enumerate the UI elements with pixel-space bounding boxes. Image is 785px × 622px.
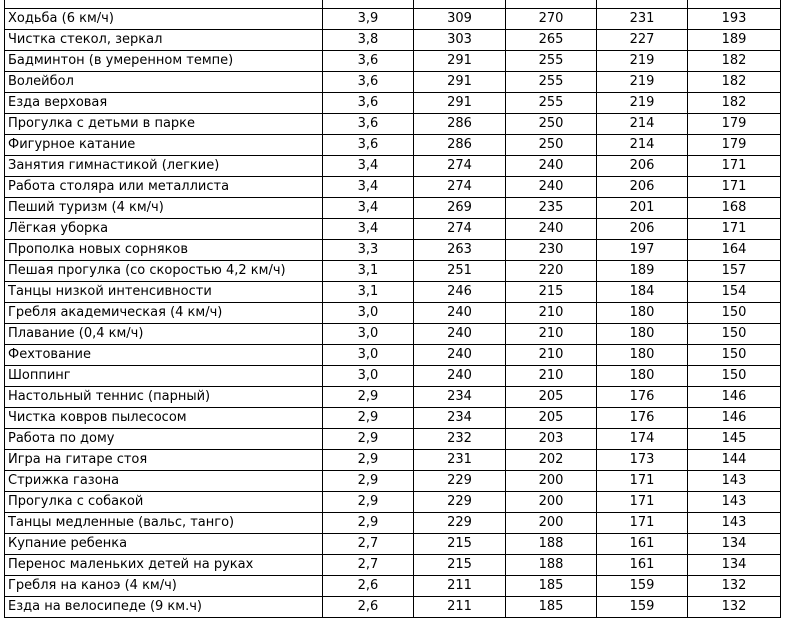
table-cell-value: 2,9: [323, 492, 414, 513]
table-cell-value: 211: [414, 597, 506, 618]
table-cell-value: 240: [414, 345, 506, 366]
table-cell-value: [597, 0, 688, 9]
table-cell-value: 270: [506, 9, 597, 30]
table-cell-value: 265: [506, 30, 597, 51]
table-cell-value: 184: [597, 282, 688, 303]
table-cell-value: 174: [597, 429, 688, 450]
table-cell-value: 205: [506, 387, 597, 408]
table-cell-value: 3,8: [323, 30, 414, 51]
table-cell-value: 3,6: [323, 135, 414, 156]
table-cell-value: 2,6: [323, 597, 414, 618]
table-cell-value: 2,9: [323, 429, 414, 450]
table-cell-value: 185: [506, 597, 597, 618]
table-row: [5, 387, 781, 408]
table-cell-value: 171: [688, 177, 781, 198]
table-row: [5, 261, 781, 282]
table-cell-value: 145: [688, 429, 781, 450]
table-cell-value: 274: [414, 177, 506, 198]
table-cell-value: 2,7: [323, 555, 414, 576]
table-row: [5, 9, 781, 30]
table-cell-value: 179: [688, 135, 781, 156]
table-cell-activity: Перенос маленьких детей на руках: [5, 555, 323, 576]
table-cell-value: 179: [688, 114, 781, 135]
table-cell-value: 229: [414, 513, 506, 534]
table-row: [5, 366, 781, 387]
table-cell-value: 143: [688, 513, 781, 534]
table-cell-activity: Прополка новых сорняков: [5, 240, 323, 261]
table-cell-value: 274: [414, 219, 506, 240]
table-cell-value: 176: [597, 408, 688, 429]
table-cell-value: 200: [506, 471, 597, 492]
table-cell-value: 255: [506, 72, 597, 93]
table-cell-activity: Плавание (0,4 км/ч): [5, 324, 323, 345]
calorie-table-body: [5, 0, 781, 618]
table-cell-value: 150: [688, 366, 781, 387]
table-cell-value: 251: [414, 261, 506, 282]
table-cell-value: 240: [414, 366, 506, 387]
table-cell-value: 3,4: [323, 156, 414, 177]
table-cell-value: 240: [414, 324, 506, 345]
table-cell-value: 193: [688, 9, 781, 30]
table-cell-value: 219: [597, 51, 688, 72]
table-cell-value: 227: [597, 30, 688, 51]
table-cell-activity: Чистка ковров пылесосом: [5, 408, 323, 429]
table-cell-value: 232: [414, 429, 506, 450]
table-cell-activity: Ходьба (6 км/ч): [5, 9, 323, 30]
table-cell-value: 2,9: [323, 450, 414, 471]
table-cell-activity: Езда на велосипеде (9 км.ч): [5, 597, 323, 618]
table-cell-value: 203: [506, 429, 597, 450]
calorie-table: [4, 0, 781, 618]
table-cell-value: 255: [506, 93, 597, 114]
table-cell-value: 185: [506, 576, 597, 597]
table-cell-value: 309: [414, 9, 506, 30]
table-row: [5, 219, 781, 240]
table-cell-value: 210: [506, 345, 597, 366]
table-row: [5, 513, 781, 534]
table-cell-value: 3,6: [323, 72, 414, 93]
table-cell-value: 171: [597, 492, 688, 513]
table-cell-value: 134: [688, 555, 781, 576]
table-cell-value: 132: [688, 597, 781, 618]
table-cell-activity: Фехтование: [5, 345, 323, 366]
table-row: [5, 51, 781, 72]
table-row: [5, 30, 781, 51]
table-cell-value: 231: [597, 9, 688, 30]
table-cell-value: 176: [597, 387, 688, 408]
table-cell-value: 180: [597, 303, 688, 324]
table-cell-value: 171: [597, 513, 688, 534]
table-row: [5, 555, 781, 576]
table-cell-value: 240: [414, 303, 506, 324]
table-row: [5, 93, 781, 114]
table-cell-activity: Шоппинг: [5, 366, 323, 387]
table-cell-value: 159: [597, 597, 688, 618]
table-cell-value: 189: [688, 30, 781, 51]
table-cell-value: 146: [688, 408, 781, 429]
table-row: [5, 303, 781, 324]
table-row: [5, 282, 781, 303]
table-cell-value: 229: [414, 471, 506, 492]
table-cell-value: 3,0: [323, 345, 414, 366]
table-row: [5, 177, 781, 198]
table-cell-value: 2,9: [323, 387, 414, 408]
table-cell-value: 206: [597, 219, 688, 240]
table-cell-value: 132: [688, 576, 781, 597]
table-cell-activity: Работа по дому: [5, 429, 323, 450]
table-row: [5, 156, 781, 177]
table-cell-value: 3,1: [323, 282, 414, 303]
table-cell-value: 240: [506, 156, 597, 177]
table-cell-value: 3,1: [323, 261, 414, 282]
table-cell-value: 157: [688, 261, 781, 282]
table-cell-value: 3,4: [323, 177, 414, 198]
table-cell-activity: Купание ребенка: [5, 534, 323, 555]
table-cell-value: 197: [597, 240, 688, 261]
table-cell-value: 150: [688, 324, 781, 345]
table-cell-value: [414, 0, 506, 9]
table-row: [5, 429, 781, 450]
table-cell-activity: Лёгкая уборка: [5, 219, 323, 240]
table-cell-value: 3,4: [323, 198, 414, 219]
table-row: [5, 576, 781, 597]
table-row: [5, 114, 781, 135]
table-row: [5, 597, 781, 618]
table-cell-value: 201: [597, 198, 688, 219]
table-cell-value: [506, 0, 597, 9]
table-cell-value: 2,9: [323, 513, 414, 534]
table-cell-value: 230: [506, 240, 597, 261]
table-cell-value: 134: [688, 534, 781, 555]
table-cell-value: 215: [506, 282, 597, 303]
table-cell-value: 206: [597, 156, 688, 177]
table-cell-value: 269: [414, 198, 506, 219]
table-cell-value: 154: [688, 282, 781, 303]
table-cell-value: 159: [597, 576, 688, 597]
table-cell-value: 291: [414, 72, 506, 93]
table-cell-value: 240: [506, 219, 597, 240]
table-cell-value: 188: [506, 555, 597, 576]
table-cell-activity: Пеший туризм (4 км/ч): [5, 198, 323, 219]
table-cell-value: 200: [506, 492, 597, 513]
table-cell-value: 168: [688, 198, 781, 219]
table-cell-activity: Гребля академическая (4 км/ч): [5, 303, 323, 324]
table-cell-value: 2,7: [323, 534, 414, 555]
table-cell-activity: [5, 0, 323, 9]
table-cell-value: 274: [414, 156, 506, 177]
table-row: [5, 534, 781, 555]
table-cell-value: 3,3: [323, 240, 414, 261]
table-cell-value: 150: [688, 345, 781, 366]
table-cell-value: 2,6: [323, 576, 414, 597]
calorie-table-container: [4, 0, 780, 618]
table-cell-activity: Занятия гимнастикой (легкие): [5, 156, 323, 177]
table-cell-value: 234: [414, 408, 506, 429]
table-cell-activity: Пешая прогулка (со скоростью 4,2 км/ч): [5, 261, 323, 282]
table-cell-value: 189: [597, 261, 688, 282]
table-cell-value: 214: [597, 135, 688, 156]
table-cell-value: 202: [506, 450, 597, 471]
table-cell-activity: Танцы медленные (вальс, танго): [5, 513, 323, 534]
table-cell-value: 255: [506, 51, 597, 72]
table-cell-value: [688, 0, 781, 9]
table-row-partial: [5, 0, 781, 9]
table-cell-value: 210: [506, 366, 597, 387]
table-cell-value: 3,4: [323, 219, 414, 240]
table-cell-value: 144: [688, 450, 781, 471]
table-row: [5, 324, 781, 345]
table-cell-value: 173: [597, 450, 688, 471]
table-cell-activity: Фигурное катание: [5, 135, 323, 156]
table-cell-value: 303: [414, 30, 506, 51]
table-cell-value: 231: [414, 450, 506, 471]
table-cell-activity: Настольный теннис (парный): [5, 387, 323, 408]
table-cell-value: 250: [506, 135, 597, 156]
table-cell-value: 161: [597, 555, 688, 576]
table-cell-value: 161: [597, 534, 688, 555]
table-cell-value: 263: [414, 240, 506, 261]
table-row: [5, 450, 781, 471]
table-cell-value: [323, 0, 414, 9]
table-cell-activity: Танцы низкой интенсивности: [5, 282, 323, 303]
table-cell-value: 219: [597, 93, 688, 114]
table-cell-value: 291: [414, 51, 506, 72]
table-row: [5, 408, 781, 429]
table-cell-value: 3,6: [323, 114, 414, 135]
table-row: [5, 240, 781, 261]
table-cell-value: 206: [597, 177, 688, 198]
table-cell-value: 182: [688, 72, 781, 93]
table-cell-activity: Стрижка газона: [5, 471, 323, 492]
table-cell-value: 215: [414, 555, 506, 576]
table-cell-activity: Игра на гитаре стоя: [5, 450, 323, 471]
table-cell-value: 235: [506, 198, 597, 219]
table-cell-value: 229: [414, 492, 506, 513]
table-cell-value: 3,6: [323, 93, 414, 114]
table-cell-value: 143: [688, 471, 781, 492]
table-row: [5, 72, 781, 93]
table-cell-value: 188: [506, 534, 597, 555]
table-cell-value: 200: [506, 513, 597, 534]
table-cell-activity: Волейбол: [5, 72, 323, 93]
table-cell-value: 210: [506, 303, 597, 324]
table-cell-value: 2,9: [323, 408, 414, 429]
table-cell-value: 286: [414, 114, 506, 135]
table-cell-value: 180: [597, 366, 688, 387]
table-cell-value: 240: [506, 177, 597, 198]
table-cell-activity: Гребля на каноэ (4 км/ч): [5, 576, 323, 597]
table-cell-value: 246: [414, 282, 506, 303]
table-row: [5, 135, 781, 156]
table-cell-value: 180: [597, 324, 688, 345]
table-cell-value: 150: [688, 303, 781, 324]
table-cell-value: 220: [506, 261, 597, 282]
table-cell-value: 180: [597, 345, 688, 366]
table-cell-value: 214: [597, 114, 688, 135]
table-cell-value: 3,0: [323, 366, 414, 387]
table-cell-value: 182: [688, 93, 781, 114]
table-cell-value: 171: [597, 471, 688, 492]
table-cell-value: 205: [506, 408, 597, 429]
table-cell-value: 215: [414, 534, 506, 555]
table-cell-value: 219: [597, 72, 688, 93]
table-cell-value: 143: [688, 492, 781, 513]
table-cell-activity: Работа столяра или металлиста: [5, 177, 323, 198]
table-row: [5, 492, 781, 513]
table-cell-value: 3,6: [323, 51, 414, 72]
table-cell-value: 182: [688, 51, 781, 72]
table-cell-value: 250: [506, 114, 597, 135]
table-cell-value: 171: [688, 219, 781, 240]
table-cell-value: 286: [414, 135, 506, 156]
table-row: [5, 471, 781, 492]
table-cell-value: 146: [688, 387, 781, 408]
table-cell-activity: Прогулка с детьми в парке: [5, 114, 323, 135]
table-cell-value: 164: [688, 240, 781, 261]
table-cell-activity: Чистка стекол, зеркал: [5, 30, 323, 51]
table-cell-value: 211: [414, 576, 506, 597]
table-cell-value: 3,0: [323, 303, 414, 324]
table-cell-activity: Бадминтон (в умеренном темпе): [5, 51, 323, 72]
table-cell-value: 210: [506, 324, 597, 345]
table-cell-value: 171: [688, 156, 781, 177]
table-row: [5, 345, 781, 366]
table-cell-value: 234: [414, 387, 506, 408]
table-cell-value: 3,0: [323, 324, 414, 345]
table-cell-value: 291: [414, 93, 506, 114]
table-row: [5, 198, 781, 219]
table-cell-value: 2,9: [323, 471, 414, 492]
table-cell-activity: Прогулка с собакой: [5, 492, 323, 513]
table-cell-value: 3,9: [323, 9, 414, 30]
table-cell-activity: Езда верховая: [5, 93, 323, 114]
